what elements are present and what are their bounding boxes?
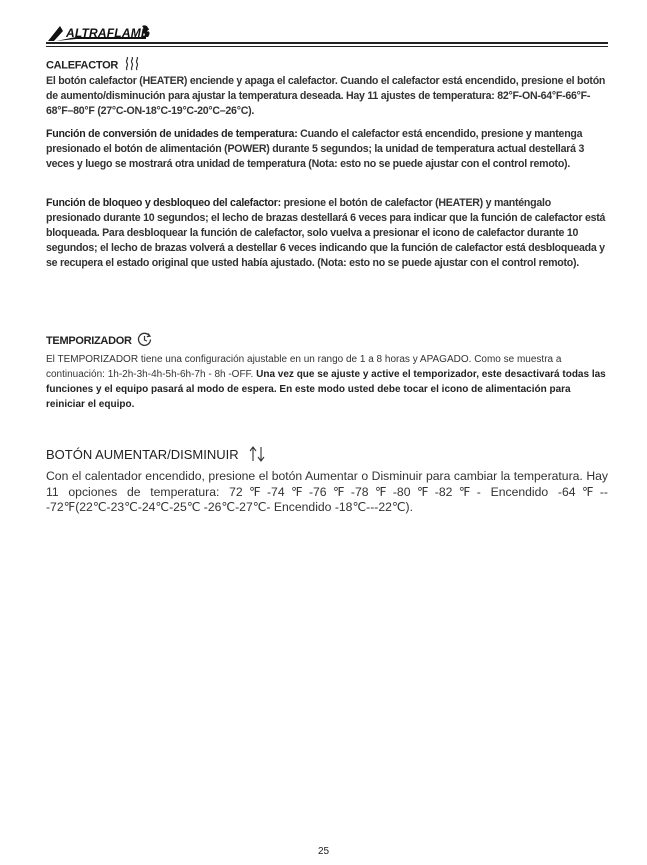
temporizador-title-text: TEMPORIZADOR	[46, 334, 132, 347]
lock-paragraph	[46, 196, 608, 271]
temporizador-body-bold: Una vez que se ajuste y active el temporizador, este desactivará todas las funciones y el equipo pasará al modo de espera. En este modo usted debe tocar el icono de alimentación para reiniciar el equipo.	[46, 369, 606, 410]
boton-title	[46, 445, 266, 466]
header-rule-thin	[46, 46, 608, 47]
calefactor-title	[46, 57, 140, 74]
temporizador-body-plain: El TEMPORIZADOR tiene una configuración ajustable en un rango de 1 a 8 horas y APAGADO. Como se muestra a continuación: 1h-2h-3h-4h-5h-6h-7h - 8h -OFF.	[46, 354, 562, 380]
conversion-lead: Función de conversión de unidades de temperatura:	[46, 128, 298, 140]
calefactor-title-text: CALEFACTOR	[46, 59, 118, 72]
lock-lead: Función de bloqueo y desbloqueo del calefactor:	[46, 197, 281, 209]
conversion-paragraph	[46, 127, 608, 172]
header-rule-thick	[46, 42, 608, 44]
calefactor-intro: El botón calefactor (HEATER) enciende y apaga el calefactor. Cuando el calefactor está encendido, presione el botón de aumento/disminución para ajustar la temperatura deseada. Hay 11 ajustes de temperatura: 82°F-ON-64°F-66°F-68°F–80°F (27°C-ON-18°C-19°C-20°C–26°C).	[46, 75, 606, 117]
lock-body: presione el botón de calefactor (HEATER) y manténgalo presionado durante 10 segundos; el lecho de brazas destellará 6 veces para indicar que la función de calefactor está bloqueada. Para desbloquear la función de calefactor, solo vuelva a presionar el icono de calefactor durante 10 segundos; el lecho de brazas volverá a destellar 6 veces indicando que la función de calefactor está desbloqueada y se recupera el estado original que usted había ajustado. (Nota: esto no se puede ajustar con el control remoto).	[46, 197, 606, 269]
boton-title-text: BOTÓN AUMENTAR/DISMINUIR	[46, 446, 239, 462]
page-number: 25	[317, 846, 330, 857]
brand-logo	[46, 22, 156, 42]
temporizador-title	[46, 332, 152, 350]
timer-icon	[137, 332, 152, 350]
temporizador-paragraph	[46, 352, 608, 412]
brand-name: ALTRAFLAME	[66, 26, 150, 40]
heat-waves-icon	[124, 57, 140, 74]
up-down-arrows-icon	[248, 445, 266, 466]
page-header	[46, 22, 608, 48]
conversion-body: Cuando el calefactor está encendido, presione y mantenga presionado el botón de alimentación (POWER) durante 5 segundos; la unidad de temperatura actual destellará 3 veces y luego se mostrará otra unidad de temperatura (Nota: esto no se puede ajustar con el control remoto).	[46, 128, 585, 170]
boton-paragraph: Con el calentador encendido, presione el botón Aumentar o Disminuir para cambiar la temperatura. Hay 11 opciones de temperatura: 72℉-74℉-76℉-78℉-80℉-82℉- Encendido -64℉---72℉(22℃-23℃-24℃-25℃ -26℃-27℃- Encendido -18℃---22℃).	[46, 469, 608, 514]
